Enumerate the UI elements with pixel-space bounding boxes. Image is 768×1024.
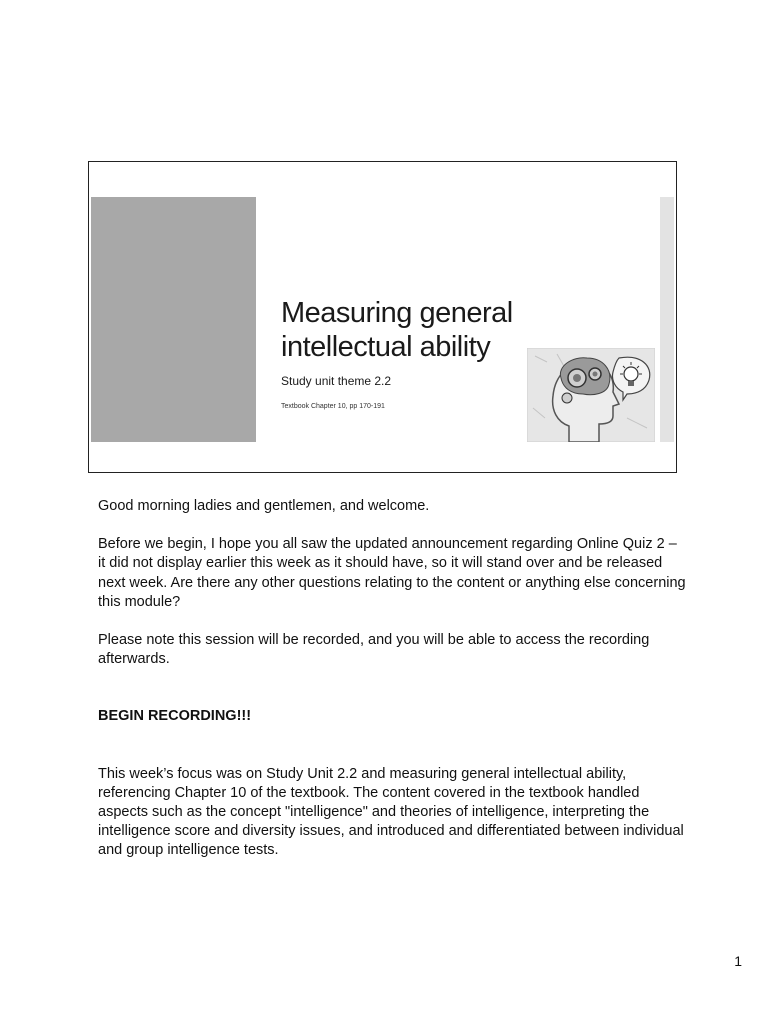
notes-announcement: Before we begin, I hope you all saw the updated announcement regarding Online Quiz 2 – it did not display earlier this week as it should have, so it will stand over and be released next week. Are there any other questions relating to the content or anything else concerning this module? (98, 536, 686, 610)
brain-gears-lightbulb-icon (527, 348, 655, 442)
slide-left-block (91, 197, 256, 442)
notes-greeting: Good morning ladies and gentlemen, and welcome. (98, 498, 430, 514)
notes-weekly-focus: This week’s focus was on Study Unit 2.2 and measuring general intellectual ability, referencing Chapter 10 of the textbook. The content covered in the textbook handled aspects such as the concept "intelligence" and theories of intelligence, interpreting the intelligence score and diversity issues, and introduced and differentiated between individual and group intelligence tests. (98, 765, 684, 859)
slide-subtitle: Study unit theme 2.2 (281, 374, 392, 388)
slide-title-line1: Measuring general (281, 297, 513, 329)
notes-recording-notice: Please note this session will be recorded, and you will be able to access the recording afterwards. (98, 632, 650, 668)
slide-thumbnail (88, 161, 677, 473)
page-number: 1 (734, 953, 742, 969)
slide-right-strip (660, 197, 674, 442)
slide-reference: Textbook Chapter 10, pp 170-191 (281, 403, 385, 410)
slide-title-line2: intellectual ability (281, 331, 491, 363)
notes-begin-recording: BEGIN RECORDING!!! (98, 708, 252, 725)
speaker-notes (98, 497, 688, 880)
